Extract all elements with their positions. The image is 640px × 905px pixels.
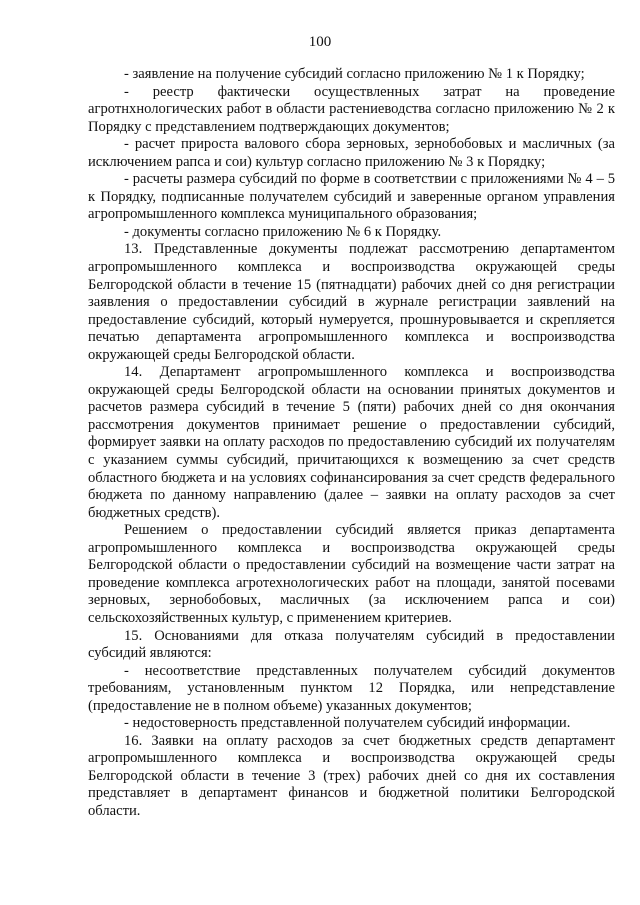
list-item-cost-register: - реестр фактически осуществленных затрат на проведение агротнхнологических работ в области растениеводства согласно приложению № 2 к Порядку с представлением подтверждающих документов; bbox=[88, 83, 615, 135]
list-item-noncompliance: - несоответствие представленных получателем субсидий документов требованиям, установленным пунктом 12 Порядка, или непредставление (предоставление не в полном объеме) указанных документов; bbox=[88, 662, 615, 714]
list-item-documents-appendix-6: - документы согласно приложению № 6 к Порядку. bbox=[124, 223, 442, 240]
document-body bbox=[88, 66, 615, 821]
clause-13: 13. Представленные документы подлежат рассмотрению департаментом агропромышленного комплекса и воспроизводства окружающей среды Белгородской области в течение 15 (пятнадцати) рабочих дней со дня регистрации заявления о предоставлении субсидий в журнале регистрации заявлений на предоставление субсидий, который нумеруется, прошнуровывается и скрепляется печатью департамента агропромышленного комплекса и воспроизводства окружающей среды Белгородской области. bbox=[88, 241, 615, 363]
clause-16: 16. Заявки на оплату расходов за счет бюджетных средств департамент агропромышленного комплекса и воспроизводства окружающей среды Белгородской области в течение 3 (трех) рабочих дней со дня их составления представляет в департамент финансов и бюджетной политики Белгородской области. bbox=[88, 732, 615, 819]
list-item-harvest-calculation: - расчет прироста валового сбора зерновых, зернобобовых и масличных (за исключением рапса и сои) культур согласно приложению № 3 к Порядку; bbox=[88, 136, 615, 170]
clause-14: 14. Департамент агропромышленного комплекса и воспроизводства окружающей среды Белгородской области на основании принятых документов и расчетов размера субсидий в течение 5 (пяти) рабочих дней со дня окончания рассмотрения документов принимает решение о предоставлении субсидий, формирует заявки на оплату расходов по предоставлению субсидий их получателям с указанием суммы субсидий, причитающихся к возмещению за счет средств областного бюджета и на условиях софинансирования за счет средств федерального бюджета по данному направлению (далее – заявки на оплату расходов за счет бюджетных средств). bbox=[88, 364, 615, 521]
list-item-false-information: - недостоверность представленной получателем субсидий информации. bbox=[124, 715, 571, 732]
list-item-application: - заявление на получение субсидий согласно приложению № 1 к Порядку; bbox=[124, 66, 585, 82]
clause-15: 15. Основаниями для отказа получателям субсидий в предоставлении субсидий являются: bbox=[88, 627, 615, 662]
list-item-subsidy-calculations: - расчеты размера субсидий по форме в соответствии с приложениями № 4 – 5 к Порядку, подписанные получателем субсидий и заверенные органом управления агропромышленного комплекса муниципального образования; bbox=[88, 171, 615, 223]
page-number: 100 bbox=[308, 34, 332, 50]
decision-paragraph: Решением о предоставлении субсидий является приказ департамента агропромышленного комплекса и воспроизводства окружающей среды Белгородской области о предоставлении субсидий на возмещение части затрат на проведение комплекса агротехнологических работ на площади, занятой посевами зерновых, зернобобовых, масличных (за исключением рапса и сои) сельскохозяйственных культур, с применением критериев. bbox=[88, 522, 615, 626]
